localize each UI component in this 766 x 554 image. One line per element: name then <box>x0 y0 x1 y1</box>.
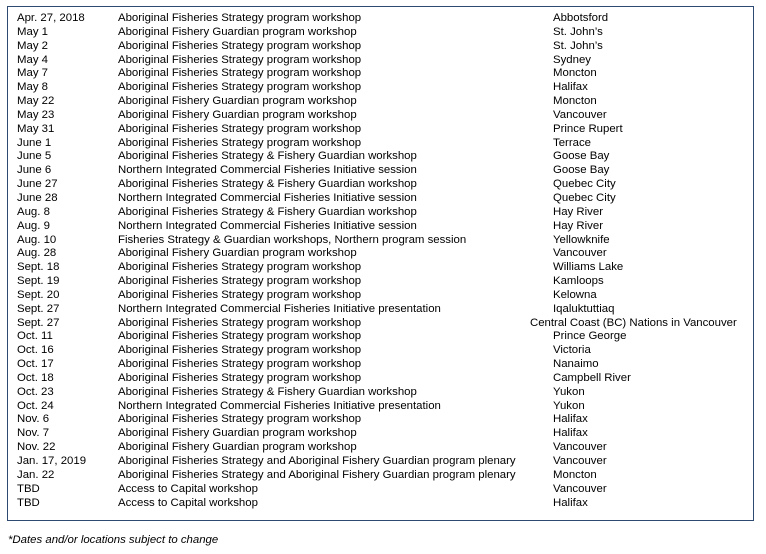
table-row <box>17 303 757 317</box>
event-cell: Northern Integrated Commercial Fisheries Initiative session <box>118 164 417 177</box>
table-row <box>17 386 757 400</box>
event-cell: Aboriginal Fisheries Strategy program workshop <box>118 288 362 301</box>
location-cell: Sydney <box>553 53 591 66</box>
event-cell: Aboriginal Fisheries Strategy program workshop <box>118 12 362 24</box>
table-row <box>17 483 757 497</box>
location-cell: St. John’s <box>553 39 603 52</box>
table-row <box>17 344 757 358</box>
table-row <box>17 178 757 192</box>
table-row <box>17 123 757 137</box>
event-cell: Aboriginal Fisheries Strategy program workshop <box>118 371 362 384</box>
table-row <box>17 358 757 372</box>
event-cell: Aboriginal Fishery Guardian program workshop <box>118 95 357 108</box>
location-cell: Moncton <box>553 468 597 481</box>
table-row <box>17 427 757 441</box>
location-cell: Victoria <box>553 344 591 357</box>
event-cell: Aboriginal Fisheries Strategy program workshop <box>118 275 362 288</box>
date-cell: Oct. 16 <box>17 344 54 357</box>
date-cell: Oct. 17 <box>17 358 54 371</box>
date-cell: Oct. 11 <box>17 330 53 343</box>
event-cell: Fisheries Strategy & Guardian workshops, Northern program session <box>118 233 467 246</box>
location-cell: Abbotsford <box>553 12 609 24</box>
table-row <box>17 192 757 206</box>
date-cell: Sept. 19 <box>17 275 60 288</box>
date-cell: Sept. 27 <box>17 302 60 315</box>
location-cell: Moncton <box>553 95 597 108</box>
event-cell: Aboriginal Fisheries Strategy program workshop <box>118 261 362 274</box>
table-row <box>17 67 757 81</box>
event-cell: Aboriginal Fisheries Strategy and Aboriginal Fishery Guardian program plenary <box>118 455 516 467</box>
event-cell: Aboriginal Fisheries Strategy program workshop <box>118 122 362 135</box>
date-cell: TBD <box>17 482 40 495</box>
location-cell: Vancouver <box>553 108 607 121</box>
location-cell: Vancouver <box>553 441 607 454</box>
table-row <box>17 330 757 344</box>
event-cell: Aboriginal Fisheries Strategy program workshop <box>118 136 362 149</box>
location-cell: Kelowna <box>553 288 597 301</box>
location-cell: Vancouver <box>553 455 607 467</box>
location-cell: Halifax <box>553 496 588 509</box>
date-cell: Nov. 6 <box>17 413 50 426</box>
event-cell: Aboriginal Fisheries Strategy program workshop <box>118 316 362 329</box>
event-cell: Northern Integrated Commercial Fisheries Initiative presentation <box>118 302 441 315</box>
table-row <box>17 54 757 68</box>
event-cell: Aboriginal Fishery Guardian program workshop <box>118 25 357 38</box>
table-row <box>17 26 757 40</box>
table-row <box>17 95 757 109</box>
location-cell: Prince George <box>553 330 627 343</box>
location-cell: Kamloops <box>553 275 604 288</box>
location-cell: Quebec City <box>553 191 616 204</box>
engagement-schedule-table <box>17 12 757 510</box>
table-row <box>17 220 757 234</box>
event-cell: Aboriginal Fishery Guardian program workshop <box>118 427 357 440</box>
event-cell: Access to Capital workshop <box>118 482 258 495</box>
table-row <box>17 206 757 220</box>
location-cell: Hay River <box>553 205 604 218</box>
event-cell: Aboriginal Fisheries Strategy program workshop <box>118 81 362 94</box>
date-cell: May 23 <box>17 108 55 121</box>
event-cell: Aboriginal Fisheries Strategy program workshop <box>118 330 362 343</box>
table-row <box>17 12 757 26</box>
table-row <box>17 261 757 275</box>
date-cell: June 6 <box>17 164 52 177</box>
date-cell: Nov. 7 <box>17 427 50 440</box>
event-cell: Aboriginal Fishery Guardian program workshop <box>118 247 357 260</box>
table-row <box>17 441 757 455</box>
table-row <box>17 317 757 331</box>
location-cell: Hay River <box>553 219 604 232</box>
table-row <box>17 247 757 261</box>
table-row <box>17 413 757 427</box>
date-cell: May 2 <box>17 39 49 52</box>
date-cell: Jan. 22 <box>17 468 55 481</box>
location-cell: Terrace <box>553 136 591 149</box>
table-row <box>17 372 757 386</box>
date-cell: Sept. 20 <box>17 288 60 301</box>
location-cell: Halifax <box>553 427 588 440</box>
date-cell: Oct. 23 <box>17 385 54 398</box>
table-row <box>17 275 757 289</box>
event-cell: Aboriginal Fisheries Strategy program workshop <box>118 358 362 371</box>
date-cell: Sept. 18 <box>17 261 60 274</box>
location-cell: Williams Lake <box>553 261 624 274</box>
location-cell: Vancouver <box>553 247 607 260</box>
date-cell: Jan. 17, 2019 <box>17 455 87 467</box>
table-row <box>17 469 757 483</box>
table-row <box>17 497 757 511</box>
date-cell: Sept. 27 <box>17 316 60 329</box>
event-cell: Aboriginal Fisheries Strategy program workshop <box>118 53 362 66</box>
date-cell: May 1 <box>17 25 49 38</box>
event-cell: Aboriginal Fishery Guardian program workshop <box>118 108 357 121</box>
date-cell: Oct. 24 <box>17 399 54 412</box>
location-cell: Central Coast (BC) Nations in Vancouver <box>530 316 737 329</box>
event-cell: Aboriginal Fisheries Strategy & Fishery Guardian workshop <box>118 205 417 218</box>
date-cell: June 1 <box>17 136 52 149</box>
date-cell: Apr. 27, 2018 <box>17 12 85 24</box>
table-row <box>17 137 757 151</box>
table-row <box>17 455 757 469</box>
location-cell: Campbell River <box>553 371 631 384</box>
date-cell: Nov. 22 <box>17 441 56 454</box>
event-cell: Aboriginal Fisheries Strategy & Fishery Guardian workshop <box>118 178 417 191</box>
event-cell: Aboriginal Fisheries Strategy program workshop <box>118 67 362 80</box>
event-cell: Northern Integrated Commercial Fisheries Initiative session <box>118 219 417 232</box>
event-cell: Aboriginal Fisheries Strategy program workshop <box>118 344 362 357</box>
location-cell: Goose Bay <box>553 150 610 163</box>
event-cell: Aboriginal Fisheries Strategy program workshop <box>118 39 362 52</box>
table-row <box>17 40 757 54</box>
date-cell: Aug. 28 <box>17 247 57 260</box>
location-cell: Goose Bay <box>553 164 610 177</box>
date-cell: May 31 <box>17 122 55 135</box>
table-row <box>17 164 757 178</box>
table-row <box>17 109 757 123</box>
footnote: *Dates and/or locations subject to change <box>8 534 219 546</box>
date-cell: June 5 <box>17 150 52 163</box>
location-cell: Nanaimo <box>553 358 599 371</box>
event-cell: Northern Integrated Commercial Fisheries Initiative session <box>118 191 417 204</box>
table-row <box>17 234 757 248</box>
event-cell: Aboriginal Fisheries Strategy program workshop <box>118 413 362 426</box>
event-cell: Aboriginal Fishery Guardian program workshop <box>118 441 357 454</box>
date-cell: Aug. 9 <box>17 219 50 232</box>
location-cell: Moncton <box>553 67 597 80</box>
event-cell: Northern Integrated Commercial Fisheries Initiative presentation <box>118 399 441 412</box>
location-cell: Yukon <box>553 399 585 412</box>
date-cell: TBD <box>17 496 40 509</box>
event-cell: Access to Capital workshop <box>118 496 258 509</box>
table-row <box>17 289 757 303</box>
date-cell: Oct. 18 <box>17 371 54 384</box>
date-cell: May 22 <box>17 95 55 108</box>
location-cell: Yellowknife <box>553 233 610 246</box>
date-cell: May 7 <box>17 67 49 80</box>
location-cell: Halifax <box>553 413 588 426</box>
event-cell: Aboriginal Fisheries Strategy & Fishery Guardian workshop <box>118 385 417 398</box>
event-cell: Aboriginal Fisheries Strategy & Fishery Guardian workshop <box>118 150 417 163</box>
location-cell: Prince Rupert <box>553 122 623 135</box>
date-cell: May 4 <box>17 53 49 66</box>
location-cell: Halifax <box>553 81 588 94</box>
location-cell: Iqaluktuttiaq <box>553 302 615 315</box>
table-row <box>17 400 757 414</box>
location-cell: St. John’s <box>553 25 603 38</box>
location-cell: Vancouver <box>553 482 607 495</box>
table-row <box>17 150 757 164</box>
date-cell: June 28 <box>17 191 58 204</box>
date-cell: June 27 <box>17 178 58 191</box>
table-row <box>17 81 757 95</box>
event-cell: Aboriginal Fisheries Strategy and Aboriginal Fishery Guardian program plenary <box>118 468 516 481</box>
date-cell: Aug. 8 <box>17 205 50 218</box>
date-cell: May 8 <box>17 81 49 94</box>
date-cell: Aug. 10 <box>17 233 57 246</box>
location-cell: Quebec City <box>553 178 616 191</box>
location-cell: Yukon <box>553 385 585 398</box>
